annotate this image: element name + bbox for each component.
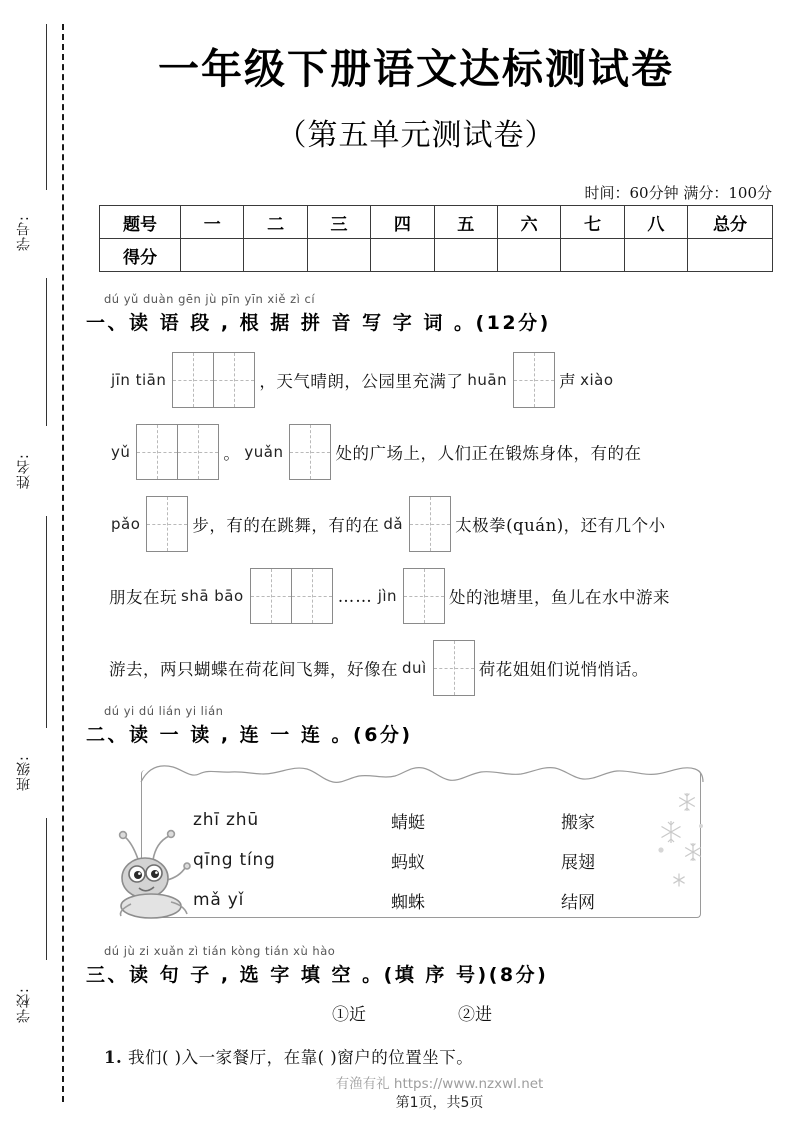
sentence-text: 游去，两只蝴蝶在荷花间飞舞，好像在 bbox=[109, 660, 398, 679]
tianzige-cell[interactable] bbox=[514, 353, 554, 407]
match-row bbox=[141, 842, 701, 878]
pinyin-hint: duì bbox=[402, 659, 427, 677]
margin-label-class: 班级: bbox=[16, 755, 32, 791]
watermark-text: 有渔有礼 https://www.nzxwl.net bbox=[335, 1076, 544, 1092]
sentence-text: ，天气晴朗，公园里充满了 bbox=[259, 372, 464, 391]
tianzige-cell[interactable] bbox=[290, 425, 330, 479]
choice-option-2[interactable]: ②进 bbox=[458, 1005, 492, 1025]
margin-label-name: 姓名: bbox=[16, 453, 32, 489]
tianzige-cell[interactable] bbox=[404, 569, 444, 623]
margin-rule bbox=[46, 818, 47, 960]
score-cell-1[interactable] bbox=[181, 239, 244, 272]
exercise-line bbox=[108, 424, 642, 480]
score-table-row-label: 得分 bbox=[100, 239, 181, 272]
score-table-col-8: 八 bbox=[624, 206, 687, 239]
pinyin-hint: huān bbox=[467, 371, 508, 389]
pinyin-hint: shā bāo bbox=[181, 587, 244, 605]
tianzige-writing-box[interactable] bbox=[409, 496, 451, 552]
section-1-pinyin: dú yǔ duàn gēn jù pīn yīn xiě zì cí bbox=[104, 292, 316, 306]
score-cell-7[interactable] bbox=[561, 239, 624, 272]
tianzige-cell[interactable] bbox=[251, 569, 291, 623]
exercise-line bbox=[108, 352, 617, 408]
sentence-text: 荷花姐姐们说悄悄话。 bbox=[478, 660, 649, 679]
ant-mascot-icon bbox=[109, 828, 197, 920]
score-table-col-total: 总分 bbox=[688, 206, 773, 239]
section-3-pinyin: dú jù zi xuǎn zì tián kòng tián xù hào bbox=[104, 944, 336, 958]
match-row bbox=[141, 802, 701, 838]
score-cell-6[interactable] bbox=[497, 239, 560, 272]
tianzige-writing-box[interactable] bbox=[403, 568, 445, 624]
section-3-title: 三、读 句 子 , 选 字 填 空 。(填 序 号)(8分) bbox=[86, 964, 549, 986]
score-table-col-1: 一 bbox=[181, 206, 244, 239]
exercise-line bbox=[108, 496, 667, 552]
score-table-col-3: 三 bbox=[307, 206, 370, 239]
score-cell-2[interactable] bbox=[244, 239, 307, 272]
margin-rule bbox=[46, 24, 47, 190]
match-word[interactable]: 蚂蚁 bbox=[391, 852, 425, 873]
matching-columns bbox=[141, 788, 701, 918]
sentence-text: 步，有的在跳舞，有的在 bbox=[192, 516, 380, 535]
match-action[interactable]: 搬家 bbox=[561, 812, 595, 833]
score-cell-8[interactable] bbox=[624, 239, 687, 272]
matching-exercise-panel bbox=[141, 770, 701, 918]
exam-meta: 时间：60分钟 满分：100分 bbox=[584, 184, 772, 202]
left-margin-strip bbox=[0, 0, 86, 1122]
question-text[interactable]: 我们( )入一家餐厅，在靠( )窗户的位置坐下。 bbox=[127, 1048, 474, 1067]
sentence-text: 处的广场上，人们正在锻炼身体，有的在 bbox=[335, 444, 642, 463]
tianzige-cell[interactable] bbox=[177, 425, 218, 479]
pinyin-hint: yǔ bbox=[111, 443, 131, 461]
paper-body bbox=[86, 0, 793, 1122]
margin-rule bbox=[46, 516, 47, 728]
tianzige-writing-box[interactable] bbox=[513, 352, 555, 408]
exercise-line bbox=[108, 640, 650, 696]
pinyin-hint: jīn tiān bbox=[111, 371, 167, 389]
match-pinyin[interactable]: zhī zhū bbox=[193, 810, 259, 830]
section-1-title: 一、读 语 段 , 根 据 拼 音 写 字 词 。(12分) bbox=[86, 312, 551, 334]
score-table-col-2: 二 bbox=[244, 206, 307, 239]
tianzige-writing-box[interactable] bbox=[433, 640, 475, 696]
tianzige-writing-box[interactable] bbox=[289, 424, 331, 480]
tianzige-writing-box[interactable] bbox=[136, 424, 219, 480]
score-cell-5[interactable] bbox=[434, 239, 497, 272]
score-table-col-4: 四 bbox=[371, 206, 434, 239]
match-pinyin[interactable]: qīng tíng bbox=[193, 850, 276, 870]
sentence-text: 处的池塘里，鱼儿在水中游来 bbox=[449, 588, 671, 607]
match-pinyin[interactable]: mǎ yǐ bbox=[193, 890, 245, 910]
sentence-text: 朋友在玩 bbox=[109, 588, 177, 607]
tianzige-cell[interactable] bbox=[137, 425, 177, 479]
tianzige-writing-box[interactable] bbox=[172, 352, 255, 408]
fold-dashed-line bbox=[62, 24, 64, 1102]
score-cell-4[interactable] bbox=[371, 239, 434, 272]
sentence-text: 太极拳(quán)，还有几个小 bbox=[455, 516, 666, 535]
page-subtitle: （第五单元测试卷） bbox=[276, 118, 556, 153]
tianzige-writing-box[interactable] bbox=[250, 568, 333, 624]
tianzige-cell[interactable] bbox=[213, 353, 254, 407]
margin-label-school: 学校: bbox=[16, 987, 32, 1023]
exercise-line bbox=[108, 568, 671, 624]
margin-rule bbox=[46, 278, 47, 426]
table-row-header bbox=[100, 206, 773, 239]
tianzige-cell[interactable] bbox=[410, 497, 450, 551]
score-table-col-7: 七 bbox=[561, 206, 624, 239]
tianzige-cell[interactable] bbox=[434, 641, 474, 695]
match-row bbox=[141, 882, 701, 918]
pinyin-hint: dǎ bbox=[383, 515, 404, 533]
question-row bbox=[104, 1044, 473, 1068]
match-word[interactable]: 蜻蜓 bbox=[391, 812, 425, 833]
pinyin-hint: jìn bbox=[377, 587, 398, 605]
tianzige-cell[interactable] bbox=[291, 569, 332, 623]
ellipsis-dots: …… bbox=[337, 586, 373, 606]
score-table-row-label: 题号 bbox=[100, 206, 181, 239]
snowflake-decoration-icon bbox=[649, 788, 707, 900]
table-row-scores bbox=[100, 239, 773, 272]
match-word[interactable]: 蜘蛛 bbox=[391, 892, 425, 913]
sentence-text: 。 bbox=[223, 444, 241, 463]
score-table-col-6: 六 bbox=[497, 206, 560, 239]
page-number: 第1页，共5页 bbox=[395, 1095, 484, 1111]
section-2-title: 二、读 一 读 , 连 一 连 。(6分) bbox=[86, 724, 413, 746]
pinyin-hint: xiào bbox=[580, 371, 614, 389]
pinyin-hint: pǎo bbox=[111, 515, 141, 533]
match-action[interactable]: 结网 bbox=[561, 892, 595, 913]
choice-option-1[interactable]: ①近 bbox=[332, 1005, 366, 1025]
tianzige-cell[interactable] bbox=[173, 353, 213, 407]
torn-paper-edge-icon bbox=[139, 760, 705, 786]
match-action[interactable]: 展翅 bbox=[561, 852, 595, 873]
sentence-text: 声 bbox=[559, 372, 577, 391]
pinyin-hint: yuǎn bbox=[244, 443, 284, 461]
tianzige-writing-box[interactable] bbox=[146, 496, 188, 552]
score-cell-3[interactable] bbox=[307, 239, 370, 272]
section-2-pinyin: dú yi dú lián yi lián bbox=[104, 704, 224, 718]
score-table-col-5: 五 bbox=[434, 206, 497, 239]
tianzige-cell[interactable] bbox=[147, 497, 187, 551]
score-cell-total[interactable] bbox=[688, 239, 773, 272]
margin-label-student-number: 学号: bbox=[16, 215, 32, 251]
page-title: 一年级下册语文达标测试卷 bbox=[158, 45, 674, 93]
question-number: 1. bbox=[104, 1048, 123, 1067]
score-table bbox=[99, 205, 773, 272]
